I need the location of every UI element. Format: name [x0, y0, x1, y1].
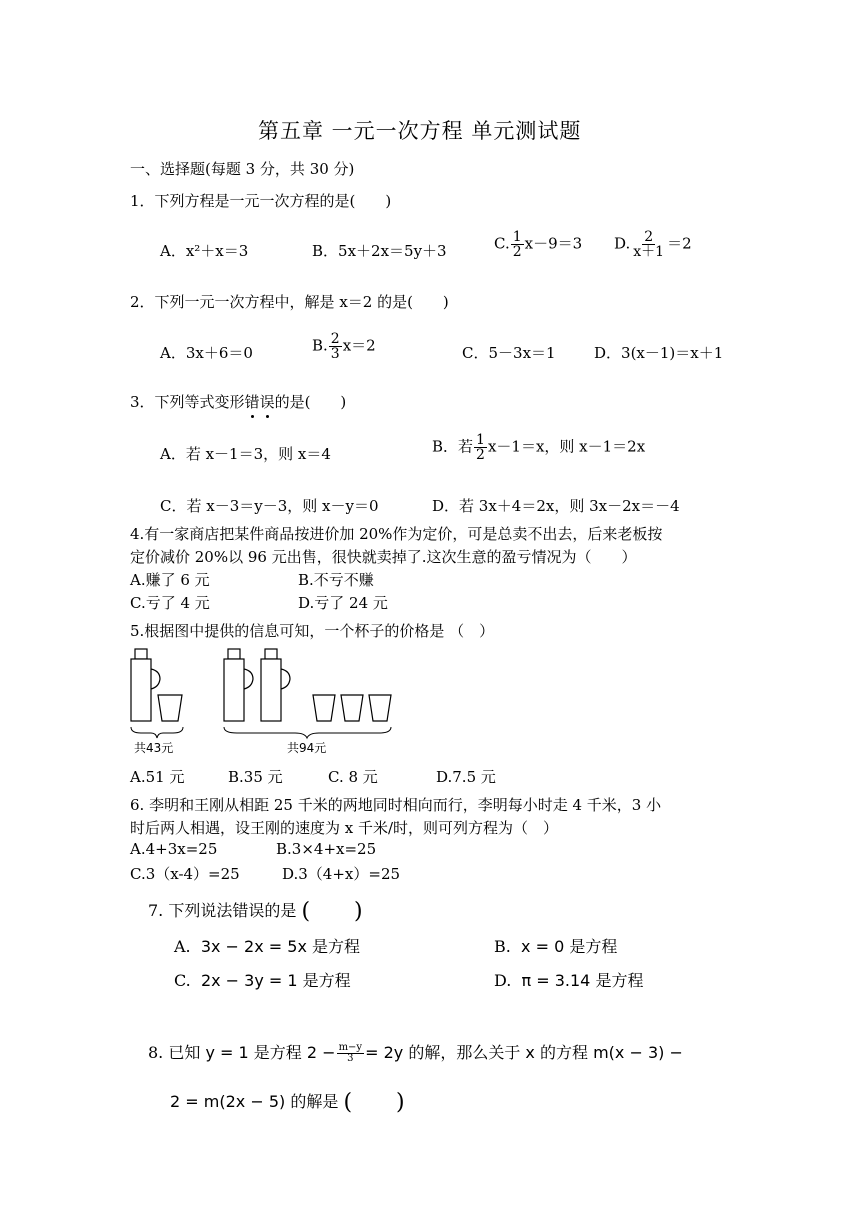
question-2-option-d[interactable]: D．3(x－1)＝x＋1	[594, 344, 724, 362]
question-2-option-b[interactable]	[312, 332, 376, 361]
question-1-option-d[interactable]	[614, 230, 692, 259]
question-5-option-c[interactable]: C. 8 元	[328, 768, 378, 786]
option-label: D.	[614, 234, 631, 253]
fraction: $\frac{2}{3}$	[330, 331, 340, 362]
option-label: B.	[312, 336, 328, 355]
emphasis-char: 误	[259, 393, 275, 411]
thermos-icon	[261, 649, 290, 721]
answer-blank[interactable]: ( )	[301, 899, 363, 924]
question-1-option-b[interactable]: B．5x＋2x＝5y＋3	[312, 242, 447, 260]
figure-label-right: 共94元	[287, 741, 327, 755]
question-3-option-a[interactable]: A．若 x－1＝3，则 x＝4	[160, 445, 331, 463]
brace-right	[224, 727, 391, 738]
question-2-option-a[interactable]: A．3x＋6＝0	[160, 344, 253, 362]
fraction: $\frac{2}{x+1}$	[633, 229, 665, 260]
question-5-stem: 5.根据图中提供的信息可知，一个杯子的价格是 （ ）	[130, 622, 495, 640]
question-6-option-c[interactable]: C.3（x-4）=25	[130, 865, 240, 883]
question-7-option-a[interactable]: A. 3x − 2x = 5x 是方程	[174, 937, 361, 956]
question-7-option-b[interactable]: B. x = 0 是方程	[494, 937, 618, 956]
question-6-line-1: 6. 李明和王刚从相距 25 千米的两地同时相向而行，李明每小时走 4 千米，3 小	[130, 796, 662, 814]
option-label: C.	[494, 234, 510, 253]
section-heading: 一、选择题(每题 3 分，共 30 分)	[130, 160, 355, 178]
question-5-option-b[interactable]: B.35 元	[228, 768, 283, 786]
question-4-option-c[interactable]: C.亏了 4 元	[130, 594, 210, 612]
question-6-line-2: 时后两人相遇，设王刚的速度为 x 千米/时，则可列方程为（ ）	[130, 819, 559, 837]
question-3-option-b[interactable]	[432, 433, 645, 462]
figure-label-left: 共43元	[134, 741, 174, 755]
fraction: $\frac{1}{2}$	[512, 229, 522, 260]
option-text: x－9＝3	[524, 234, 583, 253]
question-2-option-c[interactable]: C．5－3x＝1	[462, 344, 556, 362]
question-6-option-a[interactable]: A.4+3x=25	[130, 840, 218, 858]
option-label: B．若	[432, 437, 474, 456]
question-1-option-c[interactable]	[494, 230, 582, 259]
thermos-icon	[224, 649, 253, 721]
cup-icon	[369, 695, 391, 721]
thermos-icon	[131, 649, 160, 721]
cup-icon	[341, 695, 363, 721]
question-4-line-1: 4.有一家商店把某件商品按进价加 20%作为定价，可是总卖不出去，后来老板按	[130, 525, 663, 543]
emphasis-char: 错	[244, 393, 260, 411]
question-7-option-d[interactable]: D. π = 3.14 是方程	[494, 971, 644, 990]
question-4-option-d[interactable]: D.亏了 24 元	[298, 594, 388, 612]
question-3-stem: 3．下列等式变形错误的是( )	[130, 393, 347, 411]
question-2-stem: 2．下列一元一次方程中，解是 x＝2 的是( )	[130, 293, 449, 311]
option-text: x＝2	[342, 336, 376, 355]
question-6-option-d[interactable]: D.3（4+x）=25	[282, 865, 401, 883]
question-4-option-a[interactable]: A.赚了 6 元	[130, 571, 210, 589]
cup-icon	[313, 695, 335, 721]
option-text: ＝2	[667, 234, 692, 253]
option-text: x－1＝x，则 x－1＝2x	[487, 437, 646, 456]
question-7-option-c[interactable]: C. 2x − 3y = 1 是方程	[174, 971, 351, 990]
question-1-stem: 1．下列方程是一元一次方程的是( )	[130, 192, 392, 210]
cup-icon	[158, 695, 182, 721]
question-3-option-c[interactable]: C．若 x－3＝y－3，则 x－y＝0	[160, 497, 379, 515]
question-8-line-2: 2 = m(2x − 5) 的解是 ( )	[170, 1090, 405, 1115]
question-5-option-a[interactable]: A.51 元	[130, 768, 185, 786]
question-6-option-b[interactable]: B.3×4+x=25	[276, 840, 377, 858]
question-4-line-2: 定价减价 20%以 96 元出售，很快就卖掉了.这次生意的盈亏情况为（ ）	[130, 548, 637, 566]
fraction: $\frac{1}{2}$	[476, 432, 485, 463]
question-4-option-b[interactable]: B.不亏不赚	[298, 571, 374, 589]
answer-blank[interactable]: ( )	[343, 1090, 405, 1115]
brace-left	[131, 727, 183, 738]
page-title: 第五章 一元一次方程 单元测试题	[258, 119, 582, 143]
question-5-option-d[interactable]: D.7.5 元	[436, 768, 496, 786]
question-7-stem: 7. 下列说法错误的是 ( )	[148, 899, 363, 924]
question-3-option-d[interactable]: D．若 3x＋4＝2x，则 3x－2x＝－4	[432, 497, 680, 515]
question-8-line-1: 8. 已知 y = 1 是方程 2 − $\frac{m-y}{3}$ = 2y 的解，那么关于 x 的方程 m(x − 3) −	[148, 1042, 683, 1064]
question-1-option-a[interactable]: A．x²＋x＝3	[160, 242, 249, 260]
fraction: $\frac{m-y}{3}$	[338, 1042, 363, 1064]
